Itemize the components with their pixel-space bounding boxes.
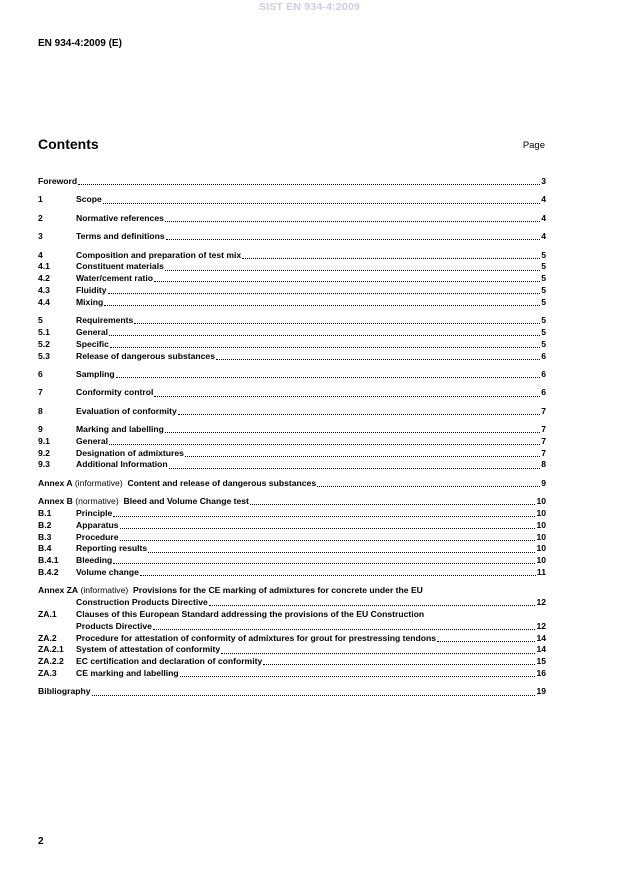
toc-entry[interactable] <box>38 633 546 645</box>
toc-page: 3 <box>541 176 546 186</box>
toc-title: Water/cement ratio <box>76 273 154 284</box>
toc-number: 8 <box>38 405 43 416</box>
toc-page: 4 <box>541 231 546 242</box>
toc-title: Scope <box>76 194 102 205</box>
toc-number: ZA.2.1 <box>38 644 64 655</box>
toc-page: 6 <box>541 387 546 398</box>
toc-title: Procedure for attestation of conformity of admixtures for grout for prestressing tendons <box>76 632 437 643</box>
toc-number: 5.1 <box>38 326 50 337</box>
toc-number: 4.4 <box>38 296 50 307</box>
toc-title: Designation of admixtures <box>76 447 184 458</box>
dot-leader <box>317 486 540 487</box>
dot-leader <box>109 444 540 445</box>
toc-entry[interactable] <box>38 478 546 490</box>
toc-entry[interactable] <box>38 369 546 381</box>
dot-leader <box>109 335 540 336</box>
toc-entry[interactable] <box>38 250 546 262</box>
toc-title: Marking and labelling <box>76 424 164 435</box>
toc-number: ZA.2 <box>38 632 57 643</box>
toc-entry[interactable] <box>38 194 546 206</box>
dot-leader <box>153 629 535 630</box>
toc-page: 10 <box>536 555 546 566</box>
toc-entry[interactable] <box>38 448 546 460</box>
toc-number: 1 <box>38 194 43 205</box>
dot-leader <box>116 377 541 378</box>
toc-annex-label: Annex ZA <box>38 585 79 596</box>
page-number: 2 <box>38 836 44 847</box>
toc-title-continued: Construction Products Directive <box>76 597 208 608</box>
toc-page: 4 <box>541 194 546 205</box>
dot-leader <box>263 664 535 665</box>
toc-title: Reporting results <box>76 543 148 554</box>
toc-entry[interactable] <box>38 406 546 418</box>
toc-page: 6 <box>541 350 546 361</box>
toc-entry[interactable] <box>38 285 546 297</box>
toc-annex-note: (informative) <box>78 585 134 596</box>
toc-page: 16 <box>536 668 546 679</box>
toc-number: 4.2 <box>38 273 50 284</box>
document-id: EN 934-4:2009 (E) <box>38 38 122 49</box>
toc-title: Terms and definitions <box>76 231 165 242</box>
toc-entry[interactable] <box>38 532 546 544</box>
toc-title: Mixing <box>76 296 104 307</box>
toc-entry-continued[interactable] <box>38 597 546 609</box>
toc-page: 12 <box>536 620 546 631</box>
toc-page: 6 <box>541 368 546 379</box>
toc-title: Specific <box>76 338 109 349</box>
toc-number: 3 <box>38 231 43 242</box>
toc-entry[interactable] <box>38 656 546 668</box>
toc-number: 5.3 <box>38 350 50 361</box>
toc-number: 2 <box>38 212 43 223</box>
dot-leader <box>165 270 540 271</box>
toc-title: EC certification and declaration of conformity <box>76 656 263 667</box>
toc-number: B.2 <box>38 519 52 530</box>
toc-page: 11 <box>536 567 546 578</box>
dot-leader <box>108 293 541 294</box>
dot-leader <box>148 552 535 553</box>
page-column-header: Page <box>522 140 545 151</box>
dot-leader <box>113 516 535 517</box>
dot-leader <box>180 676 536 677</box>
toc-title: Content and release of dangerous substances <box>127 477 317 488</box>
toc-page: 5 <box>541 315 546 326</box>
toc-page: 14 <box>536 644 546 655</box>
toc-title: General <box>76 326 109 337</box>
toc-page: 7 <box>541 424 546 435</box>
toc-page: 5 <box>541 296 546 307</box>
toc-entry[interactable] <box>38 543 546 555</box>
toc-page: 14 <box>536 632 546 643</box>
toc-annex-label: Annex B <box>38 496 73 507</box>
toc-number: 9.3 <box>38 459 50 470</box>
toc-number: 9.1 <box>38 435 50 446</box>
toc-title: Principle <box>76 508 113 519</box>
toc-number: B.1 <box>38 508 52 519</box>
toc-page: 12 <box>536 597 546 608</box>
toc-entry[interactable] <box>38 555 546 567</box>
toc-page: 4 <box>541 212 546 223</box>
toc-title: System of attestation of conformity <box>76 644 221 655</box>
toc-page: 8 <box>541 459 546 470</box>
toc-title: Bibliography <box>38 686 91 697</box>
toc-number: ZA.3 <box>38 668 57 679</box>
dot-leader <box>103 203 540 204</box>
toc-title: Bleeding <box>76 555 113 566</box>
dot-leader <box>110 347 540 348</box>
toc-entry[interactable] <box>38 567 546 579</box>
toc-entry[interactable] <box>38 213 546 225</box>
dot-leader <box>166 239 541 240</box>
toc-entry[interactable] <box>38 496 546 508</box>
toc-title: General <box>76 435 109 446</box>
dot-leader <box>178 414 540 415</box>
toc-page: 9 <box>541 477 546 488</box>
toc-title: Constituent materials <box>76 261 164 272</box>
toc-title: Volume change <box>76 567 139 578</box>
dot-leader <box>250 504 536 505</box>
toc-title: Procedure <box>76 531 119 542</box>
toc-entry[interactable] <box>38 609 546 621</box>
toc-entry-continued[interactable] <box>38 621 546 633</box>
toc-page: 19 <box>536 686 546 697</box>
toc-page: 7 <box>541 447 546 458</box>
toc-page: 10 <box>536 508 546 519</box>
toc-entry[interactable] <box>38 327 546 339</box>
toc-page: 10 <box>536 531 546 542</box>
toc-entry[interactable] <box>38 585 546 597</box>
toc-entry[interactable] <box>38 351 546 363</box>
toc-page: 5 <box>541 326 546 337</box>
toc-page: 5 <box>541 284 546 295</box>
toc-number: B.3 <box>38 531 52 542</box>
toc-number: B.4 <box>38 543 52 554</box>
dot-leader <box>154 281 540 282</box>
toc-title: Composition and preparation of test mix <box>76 249 242 260</box>
toc-entry[interactable] <box>38 176 546 188</box>
toc-title: Clauses of this European Standard addressing the provisions of the EU Construction <box>76 609 425 620</box>
toc-title-continued: Products Directive <box>76 620 152 631</box>
toc-number: 7 <box>38 387 43 398</box>
toc-page: 7 <box>541 435 546 446</box>
dot-leader <box>113 563 535 564</box>
toc-number: 5 <box>38 315 43 326</box>
toc-number: 5.2 <box>38 338 50 349</box>
dot-leader <box>92 695 536 696</box>
toc-annex-note: (informative) <box>72 477 128 488</box>
contents-title: Contents <box>38 136 99 152</box>
toc-title: Bleed and Volume Change test <box>123 496 249 507</box>
toc-title: Release of dangerous substances <box>76 350 215 361</box>
toc-page: 5 <box>541 249 546 260</box>
toc-entry[interactable] <box>38 339 546 351</box>
toc-entry[interactable] <box>38 459 546 471</box>
dot-leader <box>209 605 536 606</box>
toc-title: Additional Information <box>76 459 168 470</box>
toc-entry[interactable] <box>38 315 546 327</box>
toc-page: 7 <box>541 405 546 416</box>
toc-number: ZA.1 <box>38 609 57 620</box>
toc-annex-label: Annex A <box>38 477 73 488</box>
toc-title: Provisions for the CE marking of admixtures for concrete under the EU <box>133 585 423 596</box>
dot-leader <box>165 432 540 433</box>
dot-leader <box>120 528 536 529</box>
toc-number: B.4.1 <box>38 555 59 566</box>
toc-number: 4 <box>38 249 43 260</box>
dot-leader <box>134 323 540 324</box>
toc-entry[interactable] <box>38 520 546 532</box>
toc-page: 10 <box>536 496 546 507</box>
toc-title: Sampling <box>76 368 115 379</box>
dot-leader <box>221 653 535 654</box>
dot-leader <box>165 221 540 222</box>
dot-leader <box>120 540 536 541</box>
dot-leader <box>242 258 540 259</box>
watermark: SIST EN 934-4:2009 <box>258 1 361 13</box>
toc-entry[interactable] <box>38 436 546 448</box>
toc-entry[interactable] <box>38 387 546 399</box>
toc-entry[interactable] <box>38 424 546 436</box>
toc-number: ZA.2.2 <box>38 656 64 667</box>
toc-title: Evaluation of conformity <box>76 405 177 416</box>
toc-title: Requirements <box>76 315 134 326</box>
dot-leader <box>169 468 541 469</box>
toc-number: 9 <box>38 424 43 435</box>
toc-title: CE marking and labelling <box>76 668 179 679</box>
toc-entry[interactable] <box>38 686 546 698</box>
toc-entry[interactable] <box>38 231 546 243</box>
toc-entry[interactable] <box>38 644 546 656</box>
toc-title: Apparatus <box>76 519 119 530</box>
dot-leader <box>185 456 540 457</box>
toc-page: 10 <box>536 543 546 554</box>
toc-number: B.4.2 <box>38 567 59 578</box>
toc-entry[interactable] <box>38 273 546 285</box>
toc-page: 5 <box>541 261 546 272</box>
toc-title: Fluidity <box>76 284 107 295</box>
dot-leader <box>437 641 535 642</box>
dot-leader <box>154 396 540 397</box>
toc-title: Normative references <box>76 212 164 223</box>
dot-leader <box>104 305 540 306</box>
dot-leader <box>140 575 536 576</box>
toc-entry[interactable] <box>38 297 546 309</box>
dot-leader <box>78 184 540 185</box>
toc-number: 4.3 <box>38 284 50 295</box>
toc-title: Foreword <box>38 176 78 186</box>
toc-page: 10 <box>536 519 546 530</box>
dot-leader <box>216 359 540 360</box>
toc-number: 4.1 <box>38 261 50 272</box>
toc-page: 5 <box>541 338 546 349</box>
toc-number: 9.2 <box>38 447 50 458</box>
toc-page: 15 <box>536 656 546 667</box>
toc-entry[interactable] <box>38 668 546 680</box>
toc-entry[interactable] <box>38 261 546 273</box>
toc-title: Conformity control <box>76 387 154 398</box>
toc-annex-note: (normative) <box>72 496 124 507</box>
table-of-contents <box>38 176 546 698</box>
toc-page: 5 <box>541 273 546 284</box>
toc-number: 6 <box>38 368 43 379</box>
toc-entry[interactable] <box>38 508 546 520</box>
